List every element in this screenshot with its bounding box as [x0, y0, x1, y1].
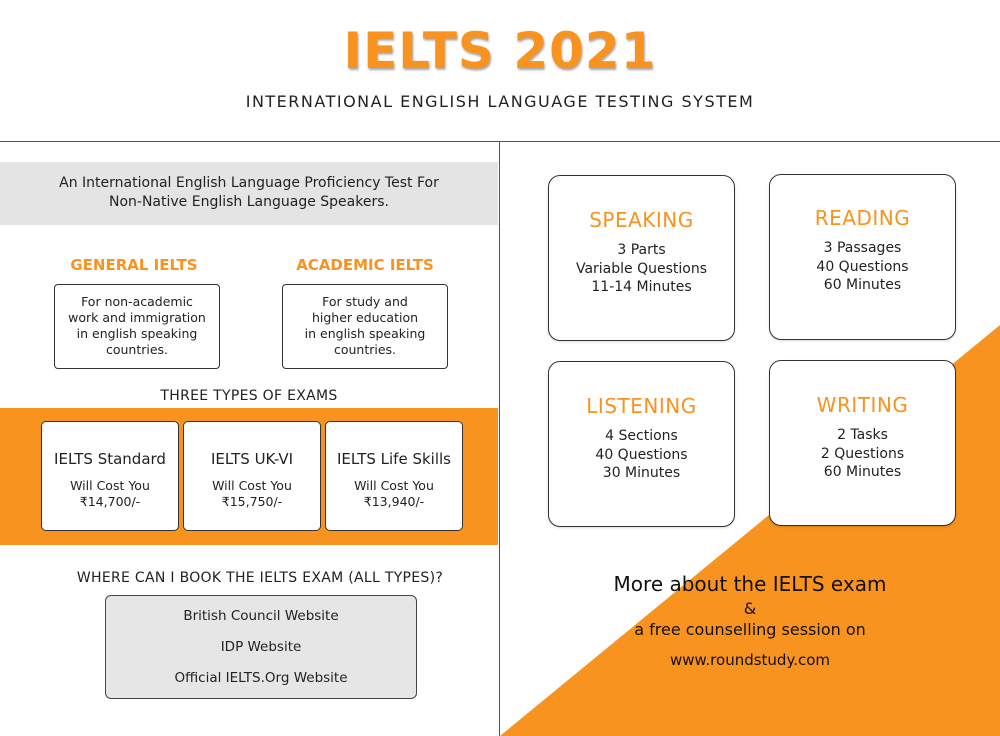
exam-cost-label: Will Cost You [70, 478, 150, 493]
exam-cost-label: Will Cost You [354, 478, 434, 493]
skill-detail: 30 Minutes [602, 465, 681, 481]
intro-line-2: Non-Native English Language Speakers. [109, 194, 389, 210]
general-desc-line: in english speaking [76, 326, 198, 341]
more-info-counselling: a free counselling session on [634, 620, 866, 639]
skill-details [549, 241, 734, 297]
skill-card-listening [548, 361, 735, 527]
page-title: IELTS 2021 [343, 22, 657, 80]
exam-cost-label: Will Cost You [212, 478, 292, 493]
exam-cost [326, 478, 462, 510]
skill-card-speaking [548, 175, 735, 341]
exam-price: ₹13,940/- [363, 494, 425, 509]
academic-ielts-description [282, 284, 448, 369]
skill-title: READING [814, 206, 911, 230]
skill-detail: 3 Passages [823, 240, 902, 256]
booking-heading: WHERE CAN I BOOK THE IELTS EXAM (ALL TYPES)? [76, 570, 444, 586]
website-link[interactable]: www.roundstudy.com [669, 651, 830, 669]
skill-detail: 40 Questions [595, 446, 688, 463]
booking-option-official-ielts: Official IELTS.Org Website [174, 670, 348, 686]
skill-detail: 40 Questions [816, 258, 909, 275]
skill-details [770, 426, 955, 482]
general-desc-line: countries. [105, 342, 169, 357]
exam-name: IELTS UK-VI [210, 450, 294, 468]
skill-detail: 11-14 Minutes [591, 279, 692, 295]
exam-name: IELTS Life Skills [337, 450, 451, 468]
exam-card-life-skills [325, 421, 463, 531]
booking-options [105, 595, 417, 699]
intro-line-1: An International English Language Proficiency Test For [59, 175, 439, 191]
skill-card-writing [769, 360, 956, 526]
exam-price: ₹14,700/- [79, 494, 141, 509]
general-desc-line: work and immigration [68, 310, 206, 325]
exam-types-heading: THREE TYPES OF EXAMS [160, 388, 338, 404]
skill-details [770, 239, 955, 295]
skill-title: LISTENING [586, 394, 697, 418]
skill-detail: 3 Parts [617, 242, 666, 258]
skill-detail: Variable Questions [575, 260, 708, 277]
intro-text [0, 174, 498, 212]
skill-title: SPEAKING [589, 208, 694, 232]
exam-cost [42, 478, 178, 510]
academic-ielts-title: ACADEMIC IELTS [296, 256, 434, 274]
academic-desc-line: countries. [333, 342, 397, 357]
exam-card-standard [41, 421, 179, 531]
more-info-heading: More about the IELTS exam [613, 572, 887, 596]
skill-details [549, 427, 734, 483]
exam-price: ₹15,750/- [221, 494, 283, 509]
exam-card-ukvi [183, 421, 321, 531]
skill-detail: 60 Minutes [823, 277, 902, 293]
skill-title: WRITING [816, 393, 909, 417]
general-ielts-title: GENERAL IELTS [70, 256, 198, 274]
booking-option-british-council: British Council Website [183, 608, 339, 624]
skill-detail: 2 Questions [820, 445, 905, 462]
skill-detail: 60 Minutes [823, 464, 902, 480]
page-subtitle: INTERNATIONAL ENGLISH LANGUAGE TESTING SYSTEM [245, 92, 755, 111]
more-info-ampersand: & [743, 599, 757, 618]
skill-card-reading [769, 174, 956, 340]
exam-name: IELTS Standard [54, 450, 166, 468]
academic-desc-line: in english speaking [304, 326, 426, 341]
academic-desc-line: For study and [322, 294, 408, 309]
booking-option-idp: IDP Website [220, 639, 302, 655]
skill-detail: 2 Tasks [837, 427, 888, 443]
general-desc-line: For non-academic [81, 294, 193, 309]
general-ielts-description [54, 284, 220, 369]
skill-detail: 4 Sections [605, 428, 678, 444]
exam-cost [184, 478, 320, 510]
academic-desc-line: higher education [311, 310, 419, 325]
